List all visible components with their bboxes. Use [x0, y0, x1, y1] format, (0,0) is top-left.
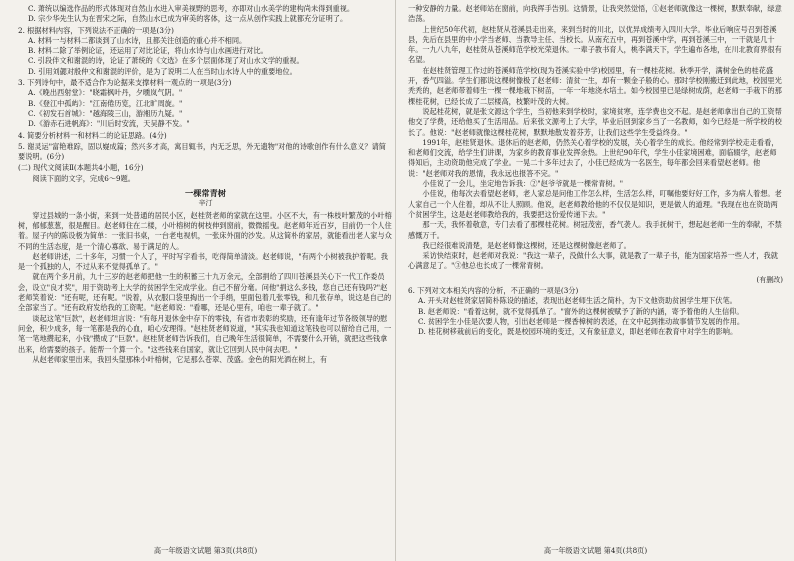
right-column — [408, 4, 783, 338]
page-footer-left: 高一年级语文试题 第3页(共8页) — [153, 546, 258, 555]
story-paragraph: 一种安静的力量。赵老师站在窗前，向我挥手告别。这情景，让我突然觉悟，①赵老师就像这一棵树，默默奉献，绿意浩荡。 — [408, 4, 782, 24]
question-3-option-c: C.《初发石首城》："越海陵三山，游湘历九疑。" — [28, 108, 183, 118]
question-6-option-c: C. 贫困学生小佳是次要人物，引出赵老师是一棵香樟树的表述，在文中起到推动故事情节发展的作用。 — [418, 316, 745, 326]
story-paragraph: 我已经很难说清楚，是赵老师像这棵树，还是这棵树像赵老师了。 — [422, 240, 631, 250]
story-paragraph: 小佳说了一会儿，坐定地告诉我：②"赵爷爷就是一棵常青树。" — [422, 179, 624, 189]
story-paragraph: 那一天，我怀着敬意，专门去看了那棵桂花树。树冠茂密，香气袭人。我手抚树干，想起赵老师一生的奉献，不禁感慨万千。 — [408, 220, 782, 240]
question-6-option-b: B. 赵老师说："看着这树，就不觉得孤单了。"窗外的这棵树被赋予了新的内涵，寄予着他的人生信仰。 — [418, 306, 744, 316]
story-paragraph: 就在两个多月前，九十三岁的赵老师把他一生的积蓄三十九万余元，全部捐给了四川苍溪县关心下一代工作委员会，设立"良才奖"，用于资助考上大学的贫困学生完成学业。自己不留分毫。问他"捐这么多钱，您自己还有钱吗?"赵老师笑着说："还有呢，还有呢。"说着，从衣服口袋里掏出一个手绢，里面包着几张零钱，和几张存单，说这是自己的全部家当了。"还有政府发给我的工资呢。"赵老师说："看哪，还是心里有，咱也一辈子就了。" — [18, 272, 392, 313]
story-paragraph: 在赵桂贤管理工作过的苍溪师范学校(现为苍溪实验中学)校园里，有一棵桂花树。秋季开学，满树金色的桂花盛开，香气四溢。学生们都说这棵树像极了赵老师：清贫一生，却有一颗金子般的心。那时学校刚搬迁到此地，校园里光秃秃的，赵老师带着师生一棵一棵地栽下树苗，一年一年地浇水培土。如今校园里已是绿树成荫，赵老师一手栽下的那棵桂花树，已经长成了二层楼高，枝繁叶茂的大树。 — [408, 65, 782, 106]
question-2-option-b: B. 材料二除了举例论证，还运用了对比论证，将山水诗与山水画进行对比。 — [28, 46, 268, 56]
left-column — [18, 4, 393, 365]
question-3-stem: 3. 下列诗句中，最不适合作为论据来支撑材料一观点的一项是(3分) — [18, 78, 232, 88]
story-author: 辛汀 — [198, 199, 213, 208]
question-4: 4. 简要分析材料一和材料二的论证思路。(4分) — [18, 130, 167, 140]
question-5: 5. 谢灵运"富艳难踪，固以嶷成篇；然兴多才高，寓目辄书，内无乏思，外无遗物"对他的诗歌创作有什么意义？请简要说明。(6分) — [18, 141, 386, 162]
question-2-option-c: C. 引段伴文和谢混的诗，论证了萧统的《文选》在多个层面体现了对山水文学的重视。 — [28, 56, 304, 66]
question-2-option-a: A. 材料一与材料二都谈到了山水诗，且都关注创造的重心并不相同。 — [28, 35, 247, 45]
section-heading: (二) 现代文阅读Ⅱ(本题共4小题，16分) — [18, 163, 144, 173]
story-paragraph: 赵老师讲述，二十多年，习惯一个人了，平时写字看书，吃得简单清淡。赵老师说，"有两个小树被我护着呢。我是一个孤独的人，不过从来不觉得孤单了。" — [18, 251, 388, 272]
question-3-option-a: A.《晚出西射堂》："晓霜枫叶丹，夕曛岚气阴。" — [28, 88, 183, 98]
adaptation-note: (有删改) — [756, 275, 783, 284]
story-paragraph: 从赵老师家里出来，我回头望那株小叶榕树，它足那么苍翠、茂盛。金色的阳光洒在树上，有 — [32, 354, 328, 364]
story-paragraph: 说起桂花树，就是张文源这个学生，当初他来到学校时，家境贫寒，连学费也交不起。是赵老师拿出自己的工资帮他交了学费，还给他买了生活用品。后来张文源考上了大学，毕业后回到家乡当了一名教师，如今已经是一所学校的校长了。他说："赵老师就像这棵桂花树，默默地散发着芬芳，让我们这些学生受益终身。" — [408, 106, 782, 137]
story-paragraph: 穿过县城的一条小街，来到一处普通的居民小区，赵桂贤老师的家就在这里。小区不大，有一株枝叶繁茂的小叶榕树，郁郁葱葱，很是醒目。赵老师住在二楼，小叶榕树的树枝伸到窗前，微微摇曳。赵老师年近百岁，目前仍一个人住着。屋子内的陈设极为简单：一张旧书桌，一台老电视机，一张床外面的沙发。从这简朴的家居，就能看出老人家与众不同的生活态度，是一个清心寡欲、易于满足的人。 — [18, 210, 392, 251]
column-divider — [395, 0, 396, 561]
story-paragraph: 1991年，赵桂贤退休。退休后的赵老师，仍然关心着学校的发展，关心着学生的成长。他经常到学校走走看看，和老师们交流，给学生们讲课，为家乡的教育事业发挥余热。上世纪90年代，学生小佳家境困难，面临辍学，赵老师得知后，主动资助他完成了学业。一晃二十多年过去了，小佳已经成为一名医生，每年都会回来看望赵老师。他说："赵老师对我的恩情，我永远也报答不完。" — [408, 137, 779, 178]
question-3-option-d: D.《游赤石进帆海》："川后时安流，天吴静不发。" — [28, 119, 190, 129]
question-2-option-d: D. 引用刘勰对殷仲文和谢混的评价，是为了说明二人在当时山水诗人中的重要地位。 — [28, 66, 297, 76]
page-footer-right: 高一年级语文试题 第4页(共8页) — [543, 546, 648, 555]
story-paragraph: 小佳说，他每次去看望赵老师，老人家总是问他工作怎么样，生活怎么样，叮嘱他要好好工作，多为病人着想。老人家自己一个人住着，却从不让人照顾。他说，赵老师教给他的不仅仅是知识，更是做人的道理。"我现在也在资助两个贫困学生，这是赵老师教给我的，我要把这份爱传递下去。" — [408, 189, 782, 219]
question-6-option-d: D. 桂花树移栽前后的变化，既是校园环境的变迁，又有象征意义，即赵老师在教育中对学生的影响。 — [418, 327, 738, 337]
question-3-option-b: B.《登江中孤屿》："江南倦历览，江北旷周旋。" — [28, 98, 183, 108]
question-2-stem: 2. 根据材料内容，下列说法不正确的一项是(3分) — [18, 25, 174, 35]
story-paragraph: 谈起这笔"巨款"，赵老师坦言说："有每月退休金中存下的零钱，有省市表彰的奖励，还有逢年过节各级领导的慰问金，积少成多，每一笔都是我的心血，咱心安理得。"赵桂贤老师说道，"其实我也知道这笔钱也可以留给自己用，一笔一笔地攒起来，小钱"攒成了"巨款"。赵桂贤老师告诉我们，自己晚年生活很简单，不需要什么开销，就把这些钱拿出来，给需要的孩子。能帮一个算一个。"这些钱来自国家，就让它回到人民中间去吧。" — [18, 313, 392, 354]
story-paragraph: 采访快结束时，赵老师对我说："我这一辈子，没做什么大事，就是教了一辈子书，能为国家培养一些人才，我就心满意足了。"③他总也长成了一棵常青树。 — [408, 251, 778, 271]
story-paragraph: 上世纪50年代初，赵桂贤从苍溪县走出来，来到当时的川北，以优异成绩考入四川大学。毕业后响应号召到苍溪县，先后在县里的中小学当老师、当教导主任、当校长。从南充五中，再到苍溪中学，再到苍溪三中，一干就是几十年。一九八九年，赵桂贤从苍溪师范学校光荣退休。一辈子教书育人，桃李满天下，学生遍布各地，在川北教育界很有名望。 — [408, 24, 782, 65]
intro-option-c: C. 萧统以编选作品的形式体现对自然山水进入审美视野的思考，亦即对山水美学的建构尚未得到重视。 — [28, 4, 355, 13]
reading-instruction: 阅读下面的文字，完成6～9题。 — [32, 173, 135, 183]
intro-option-d: D. 宗少华先生认为在晋宋之际，自然山水已成为审美的客体，这一点从创作实践上就都充分证明了。 — [28, 14, 348, 24]
question-6-stem: 6. 下列对文本相关内容的分析，不正确的一项是(3分) — [408, 286, 579, 296]
story-title: 一棵常青树 — [185, 188, 226, 199]
question-6-option-a: A. 开头对赵桂贤家居简朴陈设的描述，表现出赵老师生活之简朴，为下文他资助贫困学生埋下伏笔。 — [418, 296, 737, 306]
